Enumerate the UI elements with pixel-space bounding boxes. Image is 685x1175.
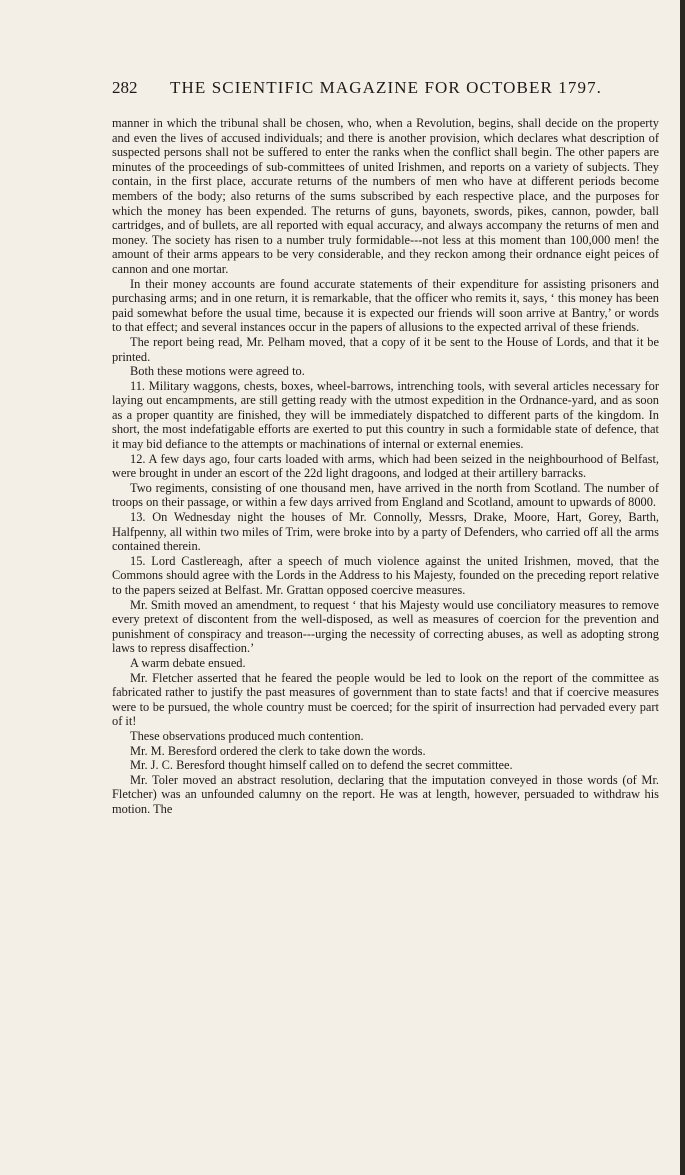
- paragraph: Mr. Smith moved an amendment, to request ‘ that his Majesty would use conciliatory measures to remove every pretext of discontent from the well-disposed, as well as measures of coercion for the prevention and punishment of conspiracy and treason---urging the necessity of correcting abuses, as well as adopting strong laws to repress disaffection.’: [112, 597, 659, 656]
- paragraph: 11. Military waggons, chests, boxes, wheel-barrows, intrenching tools, with several articles necessary for laying out encampments, are still getting ready with the utmost expedition in the Ordnance-yard, and as soon as a proper quantity are finished, they will be immediately dispatched to different parts of the kingdom. In short, the most indefatigable efforts are exerted to put this country in such a formidable state of defence, that it may bid defiance to the attempts or machinations of internal or external enemies.: [112, 378, 659, 452]
- paragraph: Mr. Fletcher asserted that he feared the people would be led to look on the report of the committee as fabricated rather to justify the past measures of government than to state facts! and that if coercive measures were to be pursued, the whole country must be coerced; for the spirit of insurrection had pervaded every part of it!: [112, 670, 659, 729]
- article-body: [112, 116, 659, 817]
- page-edge: [680, 0, 685, 1175]
- paragraph: In their money accounts are found accurate statements of their expenditure for assisting prisoners and purchasing arms; and in one return, it is remarkable, that the officer who remits it, says, ‘ this money has been paid somewhat before the usual time, because it is expected our friends will soon arrive at Bantry,’ or words to that effect; and several instances occur in the papers of allusions to the expected arrival of these friends.: [112, 276, 659, 335]
- running-head: [112, 78, 659, 104]
- paragraph: The report being read, Mr. Pelham moved, that a copy of it be sent to the House of Lords, and that it be printed.: [112, 334, 659, 364]
- page-number: 282: [112, 78, 138, 97]
- running-title: THE SCIENTIFIC MAGAZINE FOR OCTOBER 1797.: [170, 78, 603, 97]
- paragraph: Mr. M. Beresford ordered the clerk to take down the words.: [130, 743, 426, 758]
- paragraph: Two regiments, consisting of one thousand men, have arrived in the north from Scotland. The number of troops on their passage, or within a few days arrived from England and Scotland, amount to upwards of 8000.: [112, 480, 659, 510]
- paragraph: Mr. J. C. Beresford thought himself called on to defend the secret committee.: [130, 758, 513, 773]
- paragraph: 13. On Wednesday night the houses of Mr. Connolly, Messrs, Drake, Moore, Hart, Gorey, Barth, Halfpenny, all within two miles of Trim, were broke into by a party of Defenders, who carried off all the arms contained therein.: [112, 510, 659, 554]
- paragraph: These observations produced much contention.: [130, 728, 364, 743]
- paragraph: A warm debate ensued.: [130, 655, 246, 670]
- paragraph: Mr. Toler moved an abstract resolution, declaring that the imputation conveyed in those words (of Mr. Fletcher) was an unfounded calumny on the report. He was at length, however, persuaded to withdraw his motion. The: [112, 772, 659, 816]
- paragraph: Both these motions were agreed to.: [130, 364, 305, 379]
- paragraph: manner in which the tribunal shall be chosen, who, when a Revolution, begins, shall decide on the property and even the lives of accused individuals; and there is another provision, which declares what description of suspected persons shall not be suffered to enter the ranks when the conflict shall begin. The other papers are minutes of the proceedings of sub-committees of united Irishmen, and reports on a variety of subjects. They contain, in the first place, accurate returns of the numbers of men who have at different periods become members of the body; also returns of the sums subscribed by each respective place, and the purposes for which the money has been expended. The returns of guns, bayonets, swords, pikes, cannon, powder, ball cartridges, and of bullets, are all reported with equal accuracy, and always accompany the returns of men and money. The society has risen to a number truly formidable---not less at this moment than 100,000 men! the amount of their arms appears to be very considerable, and they reckon among their ordnance eight peices of cannon and one mortar.: [112, 116, 659, 276]
- paragraph: 12. A few days ago, four carts loaded with arms, which had been seized in the neighbourhood of Belfast, were brought in under an escort of the 22d light dragoons, and lodged at their artillery barracks.: [112, 451, 659, 481]
- paragraph: 15. Lord Castlereagh, after a speech of much violence against the united Irishmen, moved, that the Commons should agree with the Lords in the Address to his Majesty, founded on the preceding report relative to the papers seized at Belfast. Mr. Grattan opposed coercive measures.: [112, 553, 659, 597]
